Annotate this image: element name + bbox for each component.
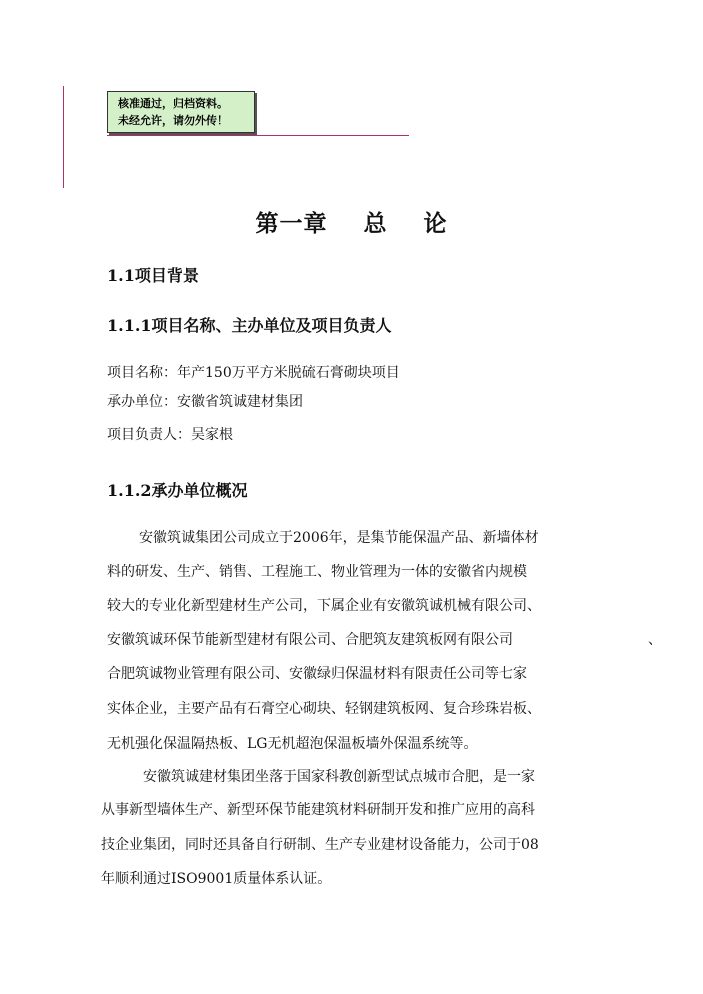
paragraph-line: 技企业集团，同时还具备自行研制、生产专业建材设备能力，公司于08: [101, 837, 539, 853]
section-heading-1-1-1: 1.1.1项目名称、主办单位及项目负责人: [107, 316, 392, 335]
paragraph-line: 较大的专业化新型建材生产公司，下属企业有安徽筑诚机械有限公司、: [107, 598, 541, 614]
paragraph-line: 年顺利通过ISO9001质量体系认证。: [101, 871, 332, 887]
paragraph-line: 实体企业，主要产品有石膏空心砌块、轻钢建筑板网、复合珍珠岩板、: [107, 701, 541, 717]
project-leader: 项目负责人：吴家根: [107, 427, 233, 443]
chapter-title: 第一章 总 论: [255, 210, 448, 237]
paragraph-line: 安徽筑诚建材集团坐落于国家科教创新型试点城市合肥，是一家: [143, 769, 535, 785]
project-name: 项目名称：年产150万平方米脱硫石膏砌块项目: [107, 365, 400, 381]
approval-stamp: [107, 91, 255, 133]
project-organizer: 承办单位：安徽省筑诚建材集团: [107, 394, 303, 410]
header-rule: [107, 135, 409, 136]
paragraph-line: 安徽筑诚环保节能新型建材有限公司、合肥筑友建筑板网有限公司: [107, 632, 513, 648]
section-heading-1-1-2: 1.1.2承办单位概况: [107, 481, 248, 500]
paragraph-line: 料的研发、生产、销售、工程施工、物业管理为一体的安徽省内规模: [107, 564, 527, 580]
stamp-line-2: 未经允许，请勿外传！: [118, 114, 228, 127]
paragraph-line: 安徽筑诚集团公司成立于2006年，是集节能保温产品、新墙体材: [139, 530, 539, 546]
paragraph-line: 无机强化保温隔热板、LG无机超泡保温板墙外保温系统等。: [107, 736, 478, 752]
paragraph-line: 从事新型墙体生产、新型环保节能建筑材料研制开发和推广应用的高科: [101, 802, 535, 818]
section-heading-1-1: 1.1项目背景: [107, 266, 199, 285]
margin-marker-line: [63, 86, 64, 188]
stamp-line-1: 核准通过，归档资料。: [118, 97, 228, 110]
paragraph-line: 、: [648, 632, 662, 648]
paragraph-line: 合肥筑诚物业管理有限公司、安徽绿归保温材料有限责任公司等七家: [107, 666, 527, 682]
